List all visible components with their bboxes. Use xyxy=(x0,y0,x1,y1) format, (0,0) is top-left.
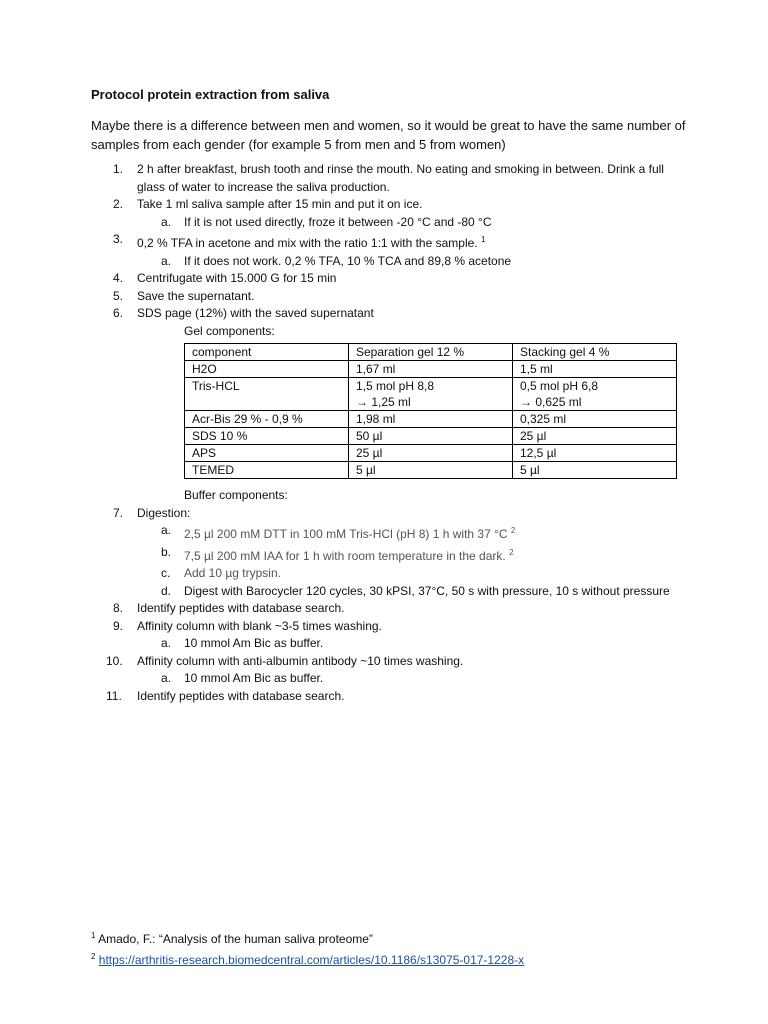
table-row xyxy=(185,428,677,445)
step-7b: b. 7,5 µl 200 mM IAA for 1 h with room temperature in the dark. $^2$ xyxy=(161,544,514,563)
step-7: 7. Digestion: xyxy=(113,505,191,520)
table-header-row xyxy=(185,344,677,361)
table-cell: SDS 10 % xyxy=(185,428,349,445)
table-header: Separation gel 12 % xyxy=(349,344,513,361)
table-row xyxy=(185,445,677,462)
table-cell: 0,5 mol pH 6,8 → 0,625 ml xyxy=(513,378,677,411)
step-10: 10. Affinity column with anti-albumin antibody ~10 times washing. xyxy=(106,653,464,668)
footnote-mark: 1 xyxy=(91,931,96,940)
table-cell: 1,67 ml xyxy=(349,361,513,378)
table-cell: APS xyxy=(185,445,349,462)
footnote-ref: 2 xyxy=(510,526,516,535)
table-cell: Tris-HCL xyxy=(185,378,349,411)
footnote-text: Amado, F.: “Analysis of the human saliva proteome” xyxy=(98,932,373,946)
step-7d: d. Digest with Barocycler 120 cycles, 30 kPSI, 37°C, 50 s with pressure, 10 s without pressure xyxy=(161,583,670,598)
table-cell: 12,5 µl xyxy=(513,445,677,462)
footnote-link[interactable]: https://arthritis-research.biomedcentral.com/articles/10.1186/s13075-017-1228-x xyxy=(98,953,525,967)
table-row xyxy=(185,378,677,411)
table-row xyxy=(185,411,677,428)
step-3a: a. If it does not work. 0,2 % TFA, 10 % TCA and 89,8 % acetone xyxy=(161,253,512,268)
table-cell: 0,325 ml xyxy=(513,411,677,428)
table-row xyxy=(185,361,677,378)
table-cell: Acr-Bis 29 % - 0,9 % xyxy=(185,411,349,428)
gel-components-table xyxy=(184,343,677,479)
table-cell: 1,5 ml xyxy=(513,361,677,378)
buffer-components-label: Buffer components: xyxy=(184,488,288,502)
table-cell: H2O xyxy=(185,361,349,378)
step-1: 1. 2 h after breakfast, brush tooth and rinse the mouth. No eating and smoking in between. Drink a full glass of water to increase the saliva production. xyxy=(113,162,664,194)
document-title: Protocol protein extraction from saliva xyxy=(91,87,330,102)
step-6: 6. SDS page (12%) with the saved supernatant xyxy=(113,306,374,320)
table-cell: 25 µl xyxy=(513,428,677,445)
step-10a: a. 10 mmol Am Bic as buffer. xyxy=(161,671,324,685)
step-5: 5. Save the supernatant. xyxy=(113,288,255,303)
gel-components-label: Gel components: xyxy=(184,323,275,338)
table-cell: 1,98 ml xyxy=(349,411,513,428)
step-7c: c. Add 10 µg trypsin. xyxy=(161,566,281,580)
table-cell: 5 µl xyxy=(349,462,513,479)
step-2a: a. If it is not used directly, froze it between -20 °C and -80 °C xyxy=(161,214,492,229)
footnote-2 xyxy=(91,948,524,969)
table-row xyxy=(185,462,677,479)
table-cell: 25 µl xyxy=(349,445,513,462)
footnote-ref: 1 xyxy=(480,235,486,244)
table-header: component xyxy=(185,344,349,361)
step-8: 8. Identify peptides with database search. xyxy=(113,601,345,615)
footnotes xyxy=(91,927,524,969)
step-7a: a. 2,5 µl 200 mM DTT in 100 mM Tris-HCl (pH 8) 1 h with 37 °C $^2$ xyxy=(161,523,516,541)
footnote-ref: 2 xyxy=(509,547,514,557)
table-cell: TEMED xyxy=(185,462,349,479)
step-3: 3. 0,2 % TFA in acetone and mix with the ratio 1:1 with the sample. $^1$ xyxy=(113,232,486,250)
step-9a: a. 10 mmol Am Bic as buffer. xyxy=(161,636,324,650)
step-2: 2. Take 1 ml saliva sample after 15 min and put it on ice. xyxy=(113,197,423,211)
intro-paragraph: Maybe there is a difference between men and women, so it would be great to have the same number of samples from each gender (for example 5 from men and 5 from women) xyxy=(91,118,686,152)
table-cell: 5 µl xyxy=(513,462,677,479)
step-4: 4. Centrifugate with 15.000 G for 15 min xyxy=(113,271,337,285)
table-cell: 50 µl xyxy=(349,428,513,445)
table-cell: 1,5 mol pH 8,8 → 1,25 ml xyxy=(349,378,513,411)
footnote-mark: 2 xyxy=(91,952,96,961)
table-header: Stacking gel 4 % xyxy=(513,344,677,361)
step-9: 9. Affinity column with blank ~3-5 times washing. xyxy=(113,618,382,633)
step-11: 11. Identify peptides with database search. xyxy=(106,688,345,703)
footnote-1 xyxy=(91,927,524,948)
protocol-steps xyxy=(91,161,691,705)
